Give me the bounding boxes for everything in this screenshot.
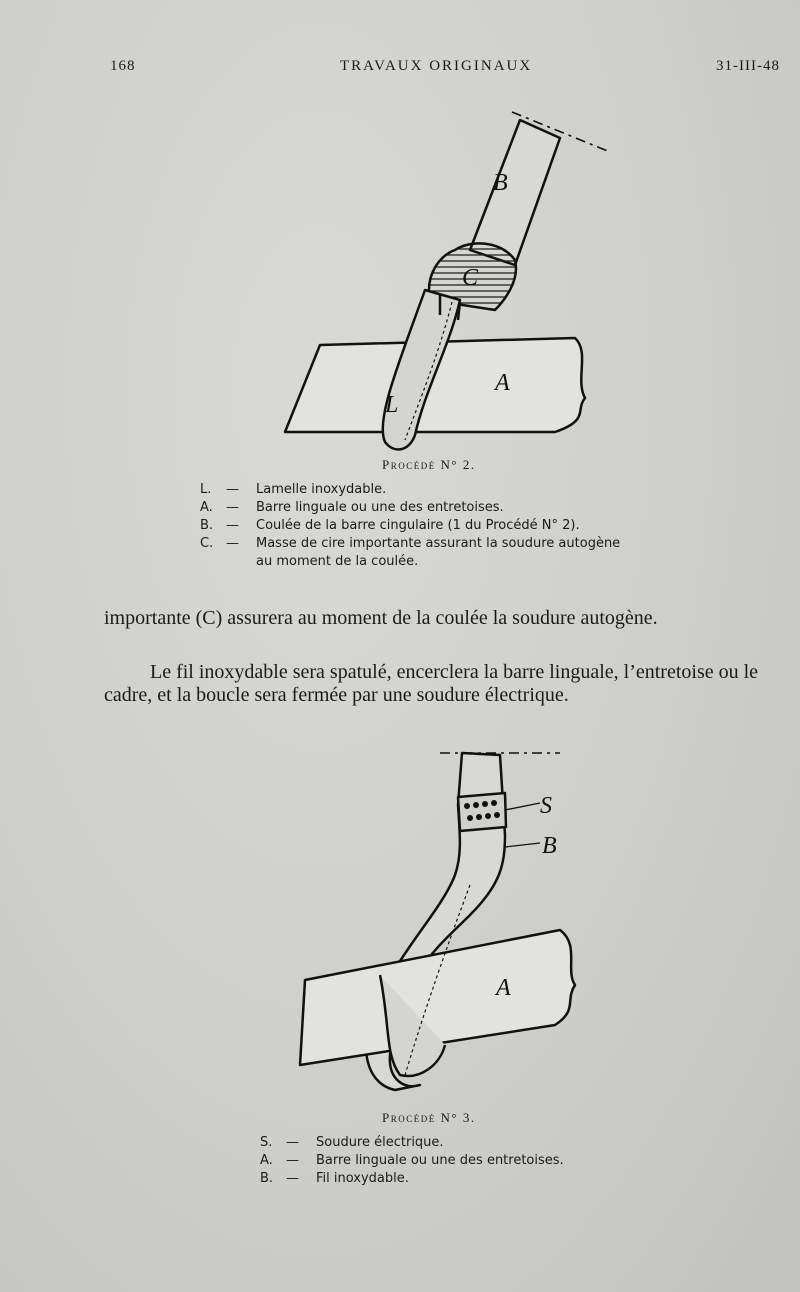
label-l: L	[385, 392, 399, 418]
issue-date: 31-III-48	[716, 58, 780, 74]
body-paragraph-1: importante (C) assurera au moment de la coulée la soudure autogène.	[104, 607, 658, 629]
legend-row: A. — Barre linguale ou une des entretoises.	[260, 1153, 564, 1168]
label-a: A	[496, 975, 511, 1001]
legend-row: B. — Fil inoxydable.	[260, 1171, 409, 1186]
figure-2-caption: Procédé N° 3.	[382, 1110, 476, 1125]
legend-row: L. — Lamelle inoxydable.	[200, 482, 387, 497]
weld-s	[458, 793, 506, 831]
legend-row: C. — Masse de cire importante assurant la soudure autogène	[200, 536, 621, 551]
body-paragraph-2: Le fil inoxydable sera spatulé, encerclera la barre linguale, l’entretoise ou le cadre, et la boucle sera fermée par une soudure électrique.	[104, 661, 759, 706]
running-title: TRAVAUX ORIGINAUX	[340, 58, 533, 74]
figure-1-legend	[200, 481, 620, 571]
label-c: C	[462, 265, 479, 291]
label-b: B	[542, 833, 557, 859]
label-b: B	[493, 170, 508, 196]
page-number: 168	[110, 58, 136, 74]
figure-2-legend	[260, 1134, 564, 1188]
label-s: S	[540, 793, 552, 819]
legend-row: A. — Barre linguale ou une des entretoises.	[200, 500, 504, 515]
legend-continuation: au moment de la coulée.	[256, 554, 419, 569]
legend-row: S. — Soudure électrique.	[260, 1135, 444, 1150]
figure-1-caption: Procédé N° 2.	[382, 457, 476, 472]
figure-2-illustration	[0, 735, 800, 1095]
legend-row: B. — Coulée de la barre cingulaire (1 du Procédé N° 2).	[200, 518, 580, 533]
label-a: A	[495, 370, 510, 396]
